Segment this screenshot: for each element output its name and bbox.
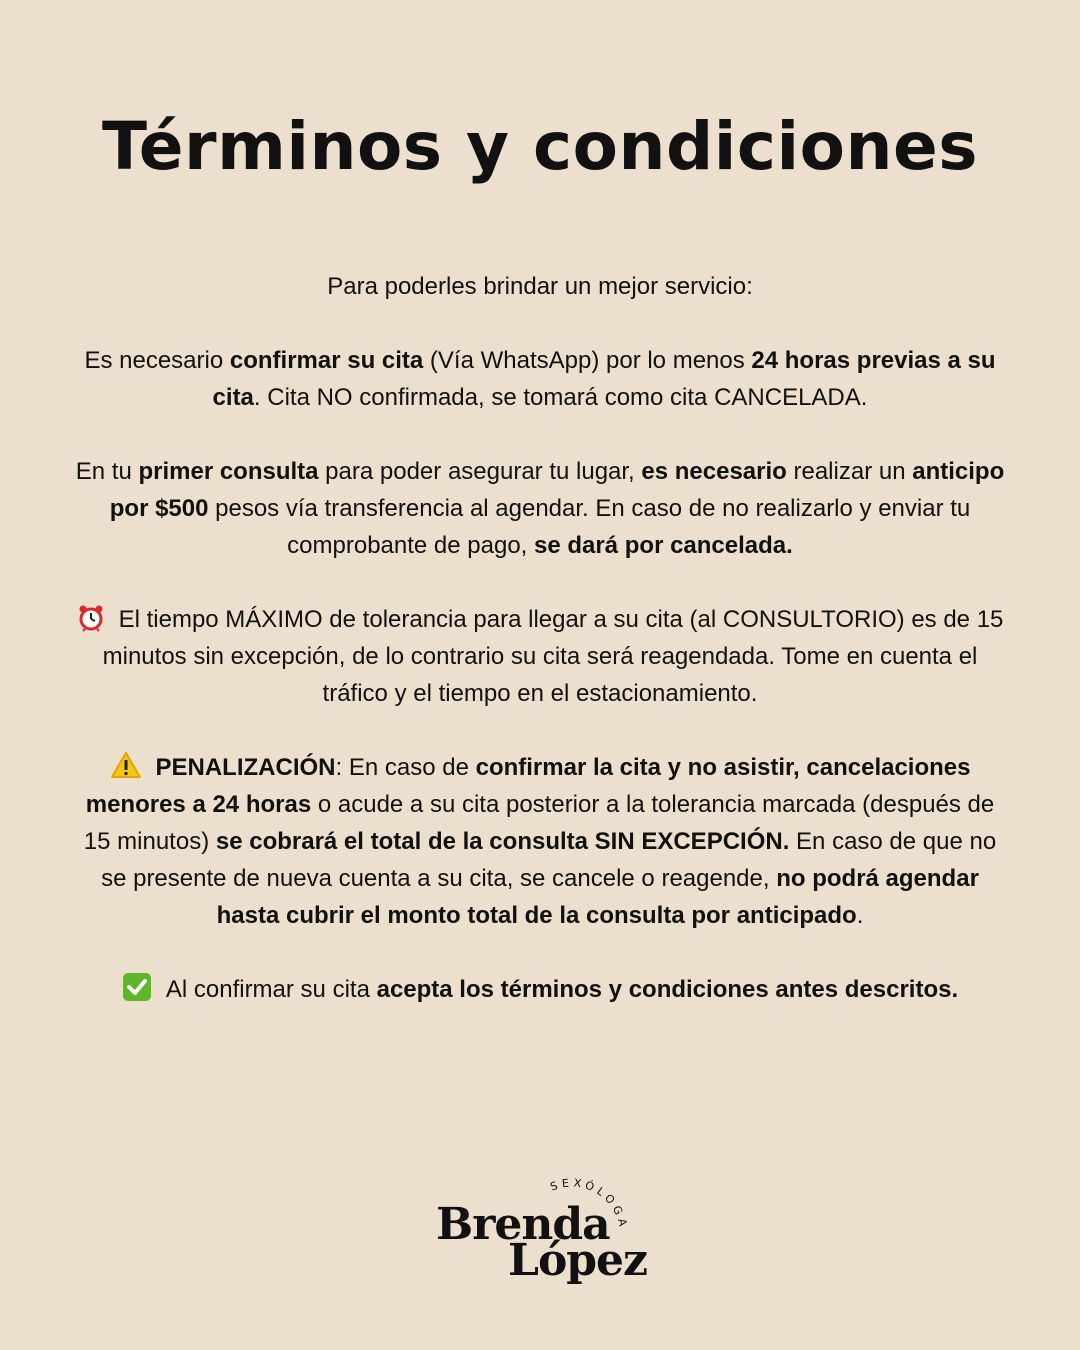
svg-text:SEXÓLOGA: SEXÓLOGA: [548, 1176, 631, 1232]
text-run: Es necesario: [84, 347, 230, 374]
page-title: Términos y condiciones: [102, 108, 978, 185]
bold-run: confirmar su cita: [229, 347, 424, 374]
bold-run: PENALIZACIÓN: [155, 754, 336, 781]
logo-line-first-name: Brenda: [436, 1199, 610, 1250]
text-run: o acude a su cita posterior a la tolerancia marcada (después de 15 minutos): [83, 791, 995, 855]
confirmation-paragraph: [70, 342, 1010, 416]
text-run: pesos vía transferencia al agendar. En caso de no realizarlo y enviar tu comprobante de pago,: [208, 495, 971, 559]
tolerance-paragraph: [70, 601, 1010, 712]
text-run: . Cita NO confirmada, se tomará como cita CANCELADA.: [253, 384, 868, 411]
intro-paragraph: [70, 268, 1010, 305]
text-run: En caso de que no se presente de nueva cuenta a su cita, se cancele o reagende,: [101, 828, 997, 892]
text-run: realizar un: [786, 458, 913, 485]
terms-body: [70, 268, 1010, 1045]
bold-run: se dará por cancelada.: [534, 532, 793, 559]
intro-text: Para poderles brindar un mejor servicio:: [327, 273, 753, 300]
text-run: para poder asegurar tu lugar,: [318, 458, 642, 485]
bold-run: se cobrará el total de la consulta SIN EXCEPCIÓN.: [215, 828, 790, 855]
warning-icon: [110, 749, 142, 786]
bold-run: 24 horas previas a su cita: [212, 347, 996, 411]
logo-line-last-name: López: [508, 1235, 648, 1286]
text-run: En tu: [75, 458, 139, 485]
deposit-paragraph: [70, 453, 1010, 564]
alarm-clock-icon: [77, 601, 105, 638]
text-run: .: [856, 902, 864, 929]
bold-run: es necesario: [641, 458, 787, 485]
brand-logo: [430, 1175, 650, 1295]
acceptance-paragraph: [70, 971, 1010, 1008]
text-run: : En caso de: [335, 754, 476, 781]
penalty-paragraph: [70, 749, 1010, 934]
bold-run: primer consulta: [138, 458, 319, 485]
bold-run: acepta los términos y condiciones antes descritos.: [376, 976, 959, 1003]
text-run: El tiempo MÁXIMO de tolerancia para llegar a su cita (al CONSULTORIO) es de 15 minutos sin excepción, de lo contrario su cita será reagendada. Tome en cuenta el tráfico y el tiempo en el estacionamiento.: [102, 606, 1004, 707]
check-mark-icon: [122, 971, 152, 1008]
text-run: Al confirmar su cita: [165, 976, 377, 1003]
text-run: (Vía WhatsApp) por lo menos: [423, 347, 752, 374]
bold-run: no podrá agendar hasta cubrir el monto total de la consulta por anticipado: [216, 865, 979, 929]
bold-run: anticipo por $500: [109, 458, 1005, 522]
bold-run: confirmar la cita y no asistir, cancelaciones menores a 24 horas: [85, 754, 971, 818]
